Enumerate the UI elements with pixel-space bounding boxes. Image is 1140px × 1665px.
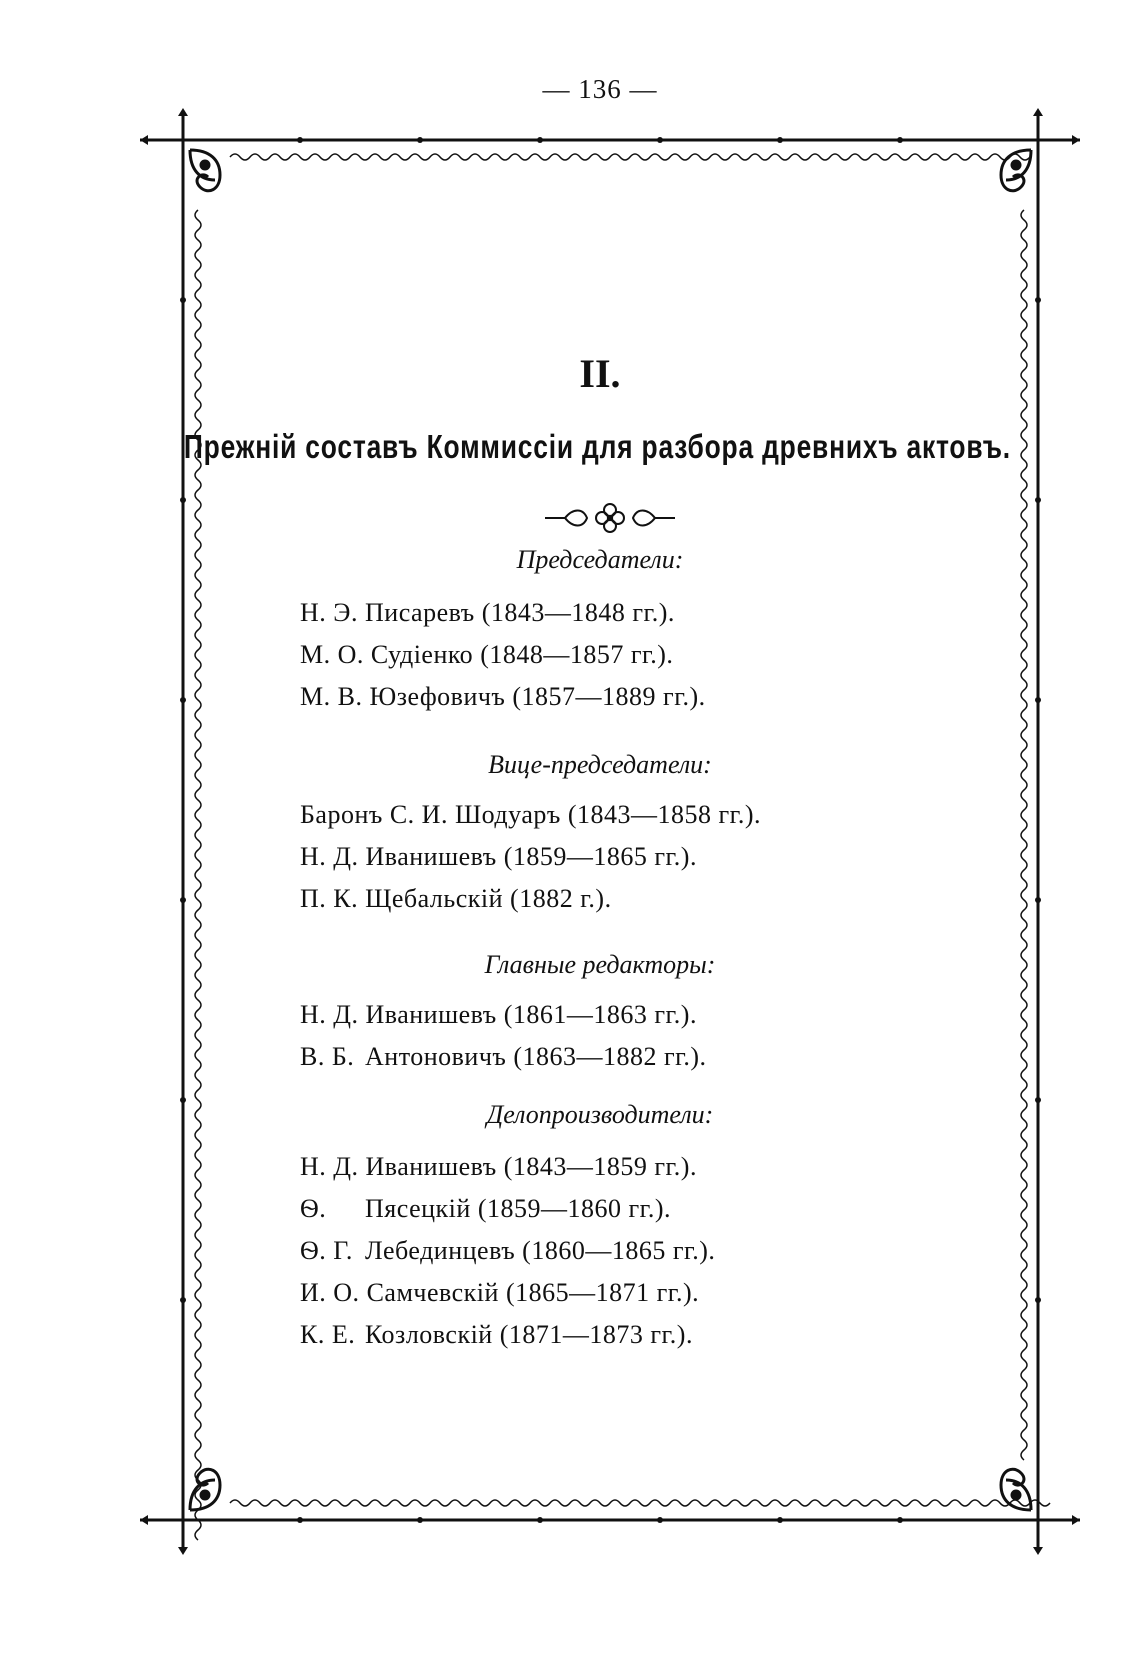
member-entry: [300, 1278, 699, 1308]
member-years: (1859—1860 гг.).: [477, 1194, 672, 1223]
member-entry: [300, 1000, 697, 1030]
right-wave-border: [1021, 210, 1027, 1460]
member-entry: [300, 800, 761, 830]
member-initials: М. В.: [300, 682, 363, 711]
member-initials: П. К.: [300, 884, 359, 913]
member-name: Юзефовичъ: [369, 682, 506, 711]
member-entry: [300, 682, 706, 712]
member-years: (1848—1857 гг.).: [480, 640, 674, 669]
member-entry: [300, 884, 612, 914]
member-entry: [300, 1236, 715, 1266]
member-name: Иванишевъ: [365, 1000, 497, 1029]
member-initials: Ѳ.: [300, 1194, 327, 1223]
member-initials: Баронъ С. И.: [300, 800, 448, 829]
section-heading: Председатели:: [516, 545, 684, 574]
member-entry: [300, 842, 697, 872]
member-name: Пясецкій: [365, 1194, 471, 1223]
page-title: Прежній составъ Коммиссіи для разбора древнихъ актовъ.: [183, 428, 1011, 465]
member-years: (1843—1858 гг.).: [567, 800, 762, 829]
member-entry: [300, 1042, 707, 1072]
page-number: — 136 —: [542, 74, 658, 104]
section-number: II.: [579, 351, 621, 396]
member-initials: К. Е.: [300, 1320, 356, 1349]
member-name: Козловскій: [365, 1320, 493, 1349]
member-entry: [300, 1320, 693, 1350]
member-years: (1865—1871 гг.).: [505, 1278, 700, 1307]
member-years: (1882 г.).: [510, 884, 612, 913]
member-name: Антоновичъ: [365, 1042, 507, 1071]
member-name: Самчевскій: [366, 1278, 499, 1307]
member-initials: Н. Э.: [300, 598, 358, 627]
top-wave-border: [230, 154, 1030, 160]
section-heading: Вице-председатели:: [488, 750, 712, 779]
corner-ornament-icon: [1001, 1469, 1031, 1510]
member-name: Лебединцевъ: [365, 1236, 516, 1265]
fleuron-divider-icon: [540, 500, 680, 536]
bottom-wave-border: [230, 1500, 1050, 1506]
member-years: (1857—1889 гг.).: [512, 682, 706, 711]
member-initials: Ѳ. Г.: [300, 1236, 353, 1265]
member-entry: [300, 1194, 671, 1224]
member-initials: И. О.: [300, 1278, 360, 1307]
member-years: (1871—1873 гг.).: [499, 1320, 693, 1349]
section-heading: Делопроизводители:: [486, 1100, 714, 1129]
member-entry: [300, 1152, 697, 1182]
corner-ornament-icon: [1001, 150, 1031, 191]
member-initials: В. Б.: [300, 1042, 355, 1071]
corner-ornament-icon: [190, 150, 220, 191]
member-years: (1861—1863 гг.).: [503, 1000, 697, 1029]
member-name: Шодуаръ: [454, 800, 561, 829]
left-wave-border: [195, 210, 201, 1540]
member-years: (1843—1859 гг.).: [503, 1152, 697, 1181]
member-years: (1859—1865 гг.).: [503, 842, 697, 871]
member-name: Писаревъ: [365, 598, 475, 627]
member-name: Судіенко: [370, 640, 474, 669]
member-name: Иванишевъ: [365, 1152, 497, 1181]
member-name: Иванишевъ: [365, 842, 497, 871]
member-initials: Н. Д.: [300, 1000, 359, 1029]
member-years: (1863—1882 гг.).: [513, 1042, 707, 1071]
member-initials: М. О.: [300, 640, 364, 669]
member-name: Щебальскій: [365, 884, 504, 913]
member-entry: [300, 598, 675, 628]
member-initials: Н. Д.: [300, 842, 359, 871]
section-heading: Главные редакторы:: [484, 950, 716, 979]
member-years: (1843—1848 гг.).: [481, 598, 675, 627]
member-years: (1860—1865 гг.).: [522, 1236, 716, 1265]
member-initials: Н. Д.: [300, 1152, 359, 1181]
member-entry: [300, 640, 673, 670]
